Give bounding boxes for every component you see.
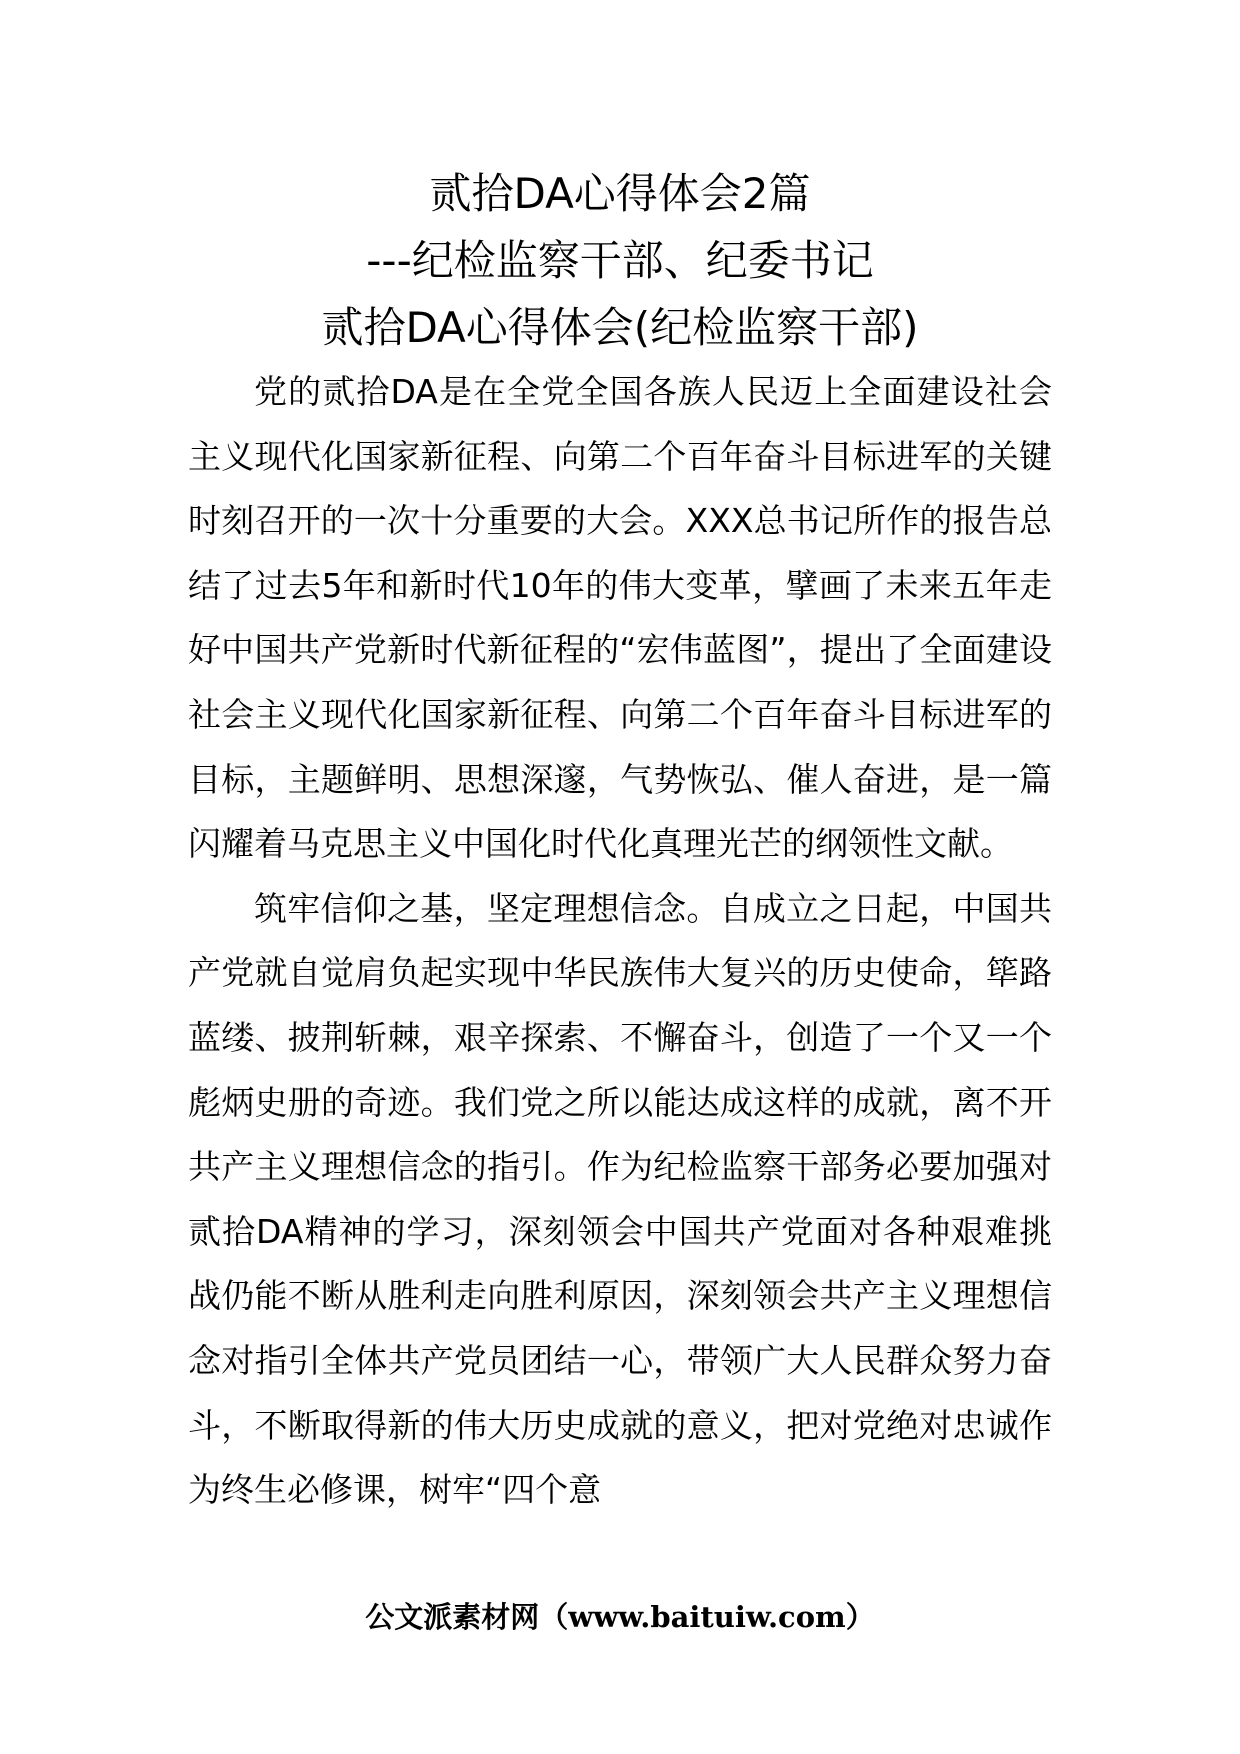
document-body xyxy=(188,360,1052,1523)
body-paragraph: 党的贰拾DA是在全党全国各族人民迈上全面建设社会主义现代化国家新征程、向第二个百年奋斗目标进军的关键时刻召开的一次十分重要的大会。XXX总书记所作的报告总结了过去5年和新时代10年的伟大变革，擘画了未来五年走好中国共产党新时代新征程的“宏伟蓝图”，提出了全面建设社会主义现代化国家新征程、向第二个百年奋斗目标进军的目标，主题鲜明、思想深邃，气势恢弘、催人奋进，是一篇闪耀着马克思主义中国化时代化真理光芒的纲领性文献。 xyxy=(188,372,1052,864)
footer-watermark: 公文派素材网（www.baituiw.com） xyxy=(365,1600,875,1634)
document-subtitle: ---纪检监察干部、纪委书记 xyxy=(366,236,874,285)
body-paragraph: 筑牢信仰之基，坚定理想信念。自成立之日起，中国共产党就自觉肩负起实现中华民族伟大复兴的历史使命，筚路蓝缕、披荆斩棘，艰辛探索、不懈奋斗，创造了一个又一个彪炳史册的奇迹。我们党之所以能达成这样的成就，离不开共产主义理想信念的指引。作为纪检监察干部务必要加强对贰拾DA精神的学习，深刻领会中国共产党面对各种艰难挑战仍能不断从胜利走向胜利原因，深刻领会共产主义理想信念对指引全体共产党员团结一心，带领广大人民群众努力奋斗，不断取得新的伟大历史成就的意义，把对党绝对忠诚作为终生必修课，树牢“四个意 xyxy=(188,888,1052,1510)
document-title: 贰拾DA心得体会2篇 xyxy=(429,169,811,218)
title-block xyxy=(188,160,1052,361)
section-title: 贰拾DA心得体会(纪检监察干部) xyxy=(321,303,919,352)
